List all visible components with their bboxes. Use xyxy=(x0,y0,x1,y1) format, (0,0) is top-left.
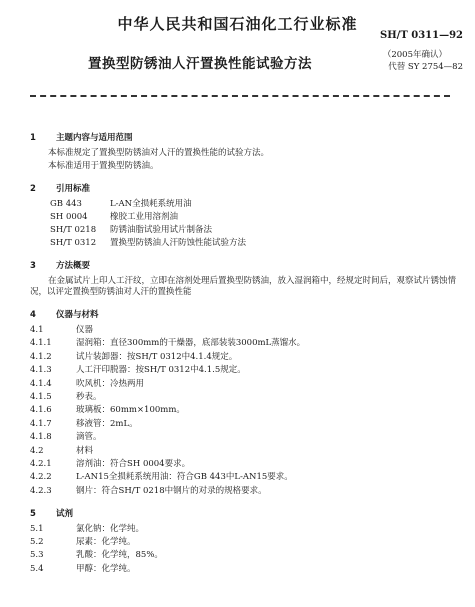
reference-item: GB 443 L-AN全损耗系统用油 xyxy=(50,199,192,209)
document-body xyxy=(30,133,460,587)
clause-item: 4.2.2 L-AN15全损耗系统用油：符合GB 443中L-AN15要求。 xyxy=(30,472,293,483)
header-divider xyxy=(30,95,450,97)
reference-item: SH/T 0312 置换型防锈油人汗防蚀性能试验方法 xyxy=(50,238,247,248)
clause-item: 5.1 氯化钠：化学纯。 xyxy=(30,523,145,534)
clause-item: 4.1.1 湿润箱：直径300mm的干燥器，底部装装3000mL蒸馏水。 xyxy=(30,338,306,349)
section-scope xyxy=(30,133,460,172)
section-reagents xyxy=(30,509,460,575)
paragraph: 本标准适用于置换型防锈油。 xyxy=(48,161,159,171)
clause-item: 5.2 尿素：化学纯。 xyxy=(30,537,136,548)
clause-item: 4.1.8 滴管。 xyxy=(30,432,102,443)
clause-item: 4.1.3 人工汗印脱器：按SH/T 0312中4.1.5规定。 xyxy=(30,365,246,376)
paragraph: 在金属试片上印人工汗纹，立即在溶剂处理后置换型防锈油，放入湿润箱中，经规定时间后，观察试片锈蚀情况，以评定置换型防锈油对人汗的置换性能 xyxy=(30,276,457,297)
reference-item: SH 0004 橡胶工业用溶剂油 xyxy=(50,212,179,222)
section-method-summary xyxy=(30,261,460,298)
clause-item: 4.1.4 吹风机：冷热两用 xyxy=(30,378,145,389)
section-heading: 3 方法概要 xyxy=(30,261,91,271)
org-title: 中华人民共和国石油化工行业标准 xyxy=(117,15,358,33)
clause-item: 4.1 仪器 xyxy=(30,325,94,335)
clause-item: 4.2 材料 xyxy=(30,445,94,456)
clause-item: 5.3 乳酸：化学纯，85%。 xyxy=(30,550,163,561)
section-references xyxy=(30,184,460,249)
clause-item: 4.2.1 溶剂油：符合SH 0004要求。 xyxy=(30,458,191,469)
section-heading: 2 引用标准 xyxy=(30,184,91,194)
clause-item: 4.2.3 钢片：符合SH/T 0218中钢片的对录的规格要求。 xyxy=(30,485,267,496)
clause-item: 5.4 甲醇：化学纯。 xyxy=(30,563,136,574)
paragraph: 本标准规定了置换型防锈油对人汗的置换性能的试验方法。 xyxy=(48,148,270,158)
clause-item: 4.1.2 试片装卸器：按SH/T 0312中4.1.4规定。 xyxy=(30,351,238,362)
section-heading: 4 仪器与材料 xyxy=(30,310,99,320)
clause-item: 4.1.7 移液管：2mL。 xyxy=(30,418,138,429)
replaces-note: 代替 SY 2754—82 xyxy=(388,62,463,72)
section-heading: 1 主题内容与适用范围 xyxy=(30,133,133,143)
section-apparatus xyxy=(30,310,460,497)
reference-item: SH/T 0218 防锈油脂试验用试片制备法 xyxy=(50,225,213,235)
document-title: 置换型防锈油人汗置换性能试验方法 xyxy=(88,56,312,72)
section-heading: 5 试剂 xyxy=(30,508,74,519)
confirmation-note: （2005年确认） xyxy=(382,50,447,60)
clause-item: 4.1.6 玻璃板：60mm×100mm。 xyxy=(30,405,185,416)
standard-code: SH/T 0311—92 xyxy=(380,30,463,41)
clause-item: 4.1.5 秒表。 xyxy=(30,391,102,402)
